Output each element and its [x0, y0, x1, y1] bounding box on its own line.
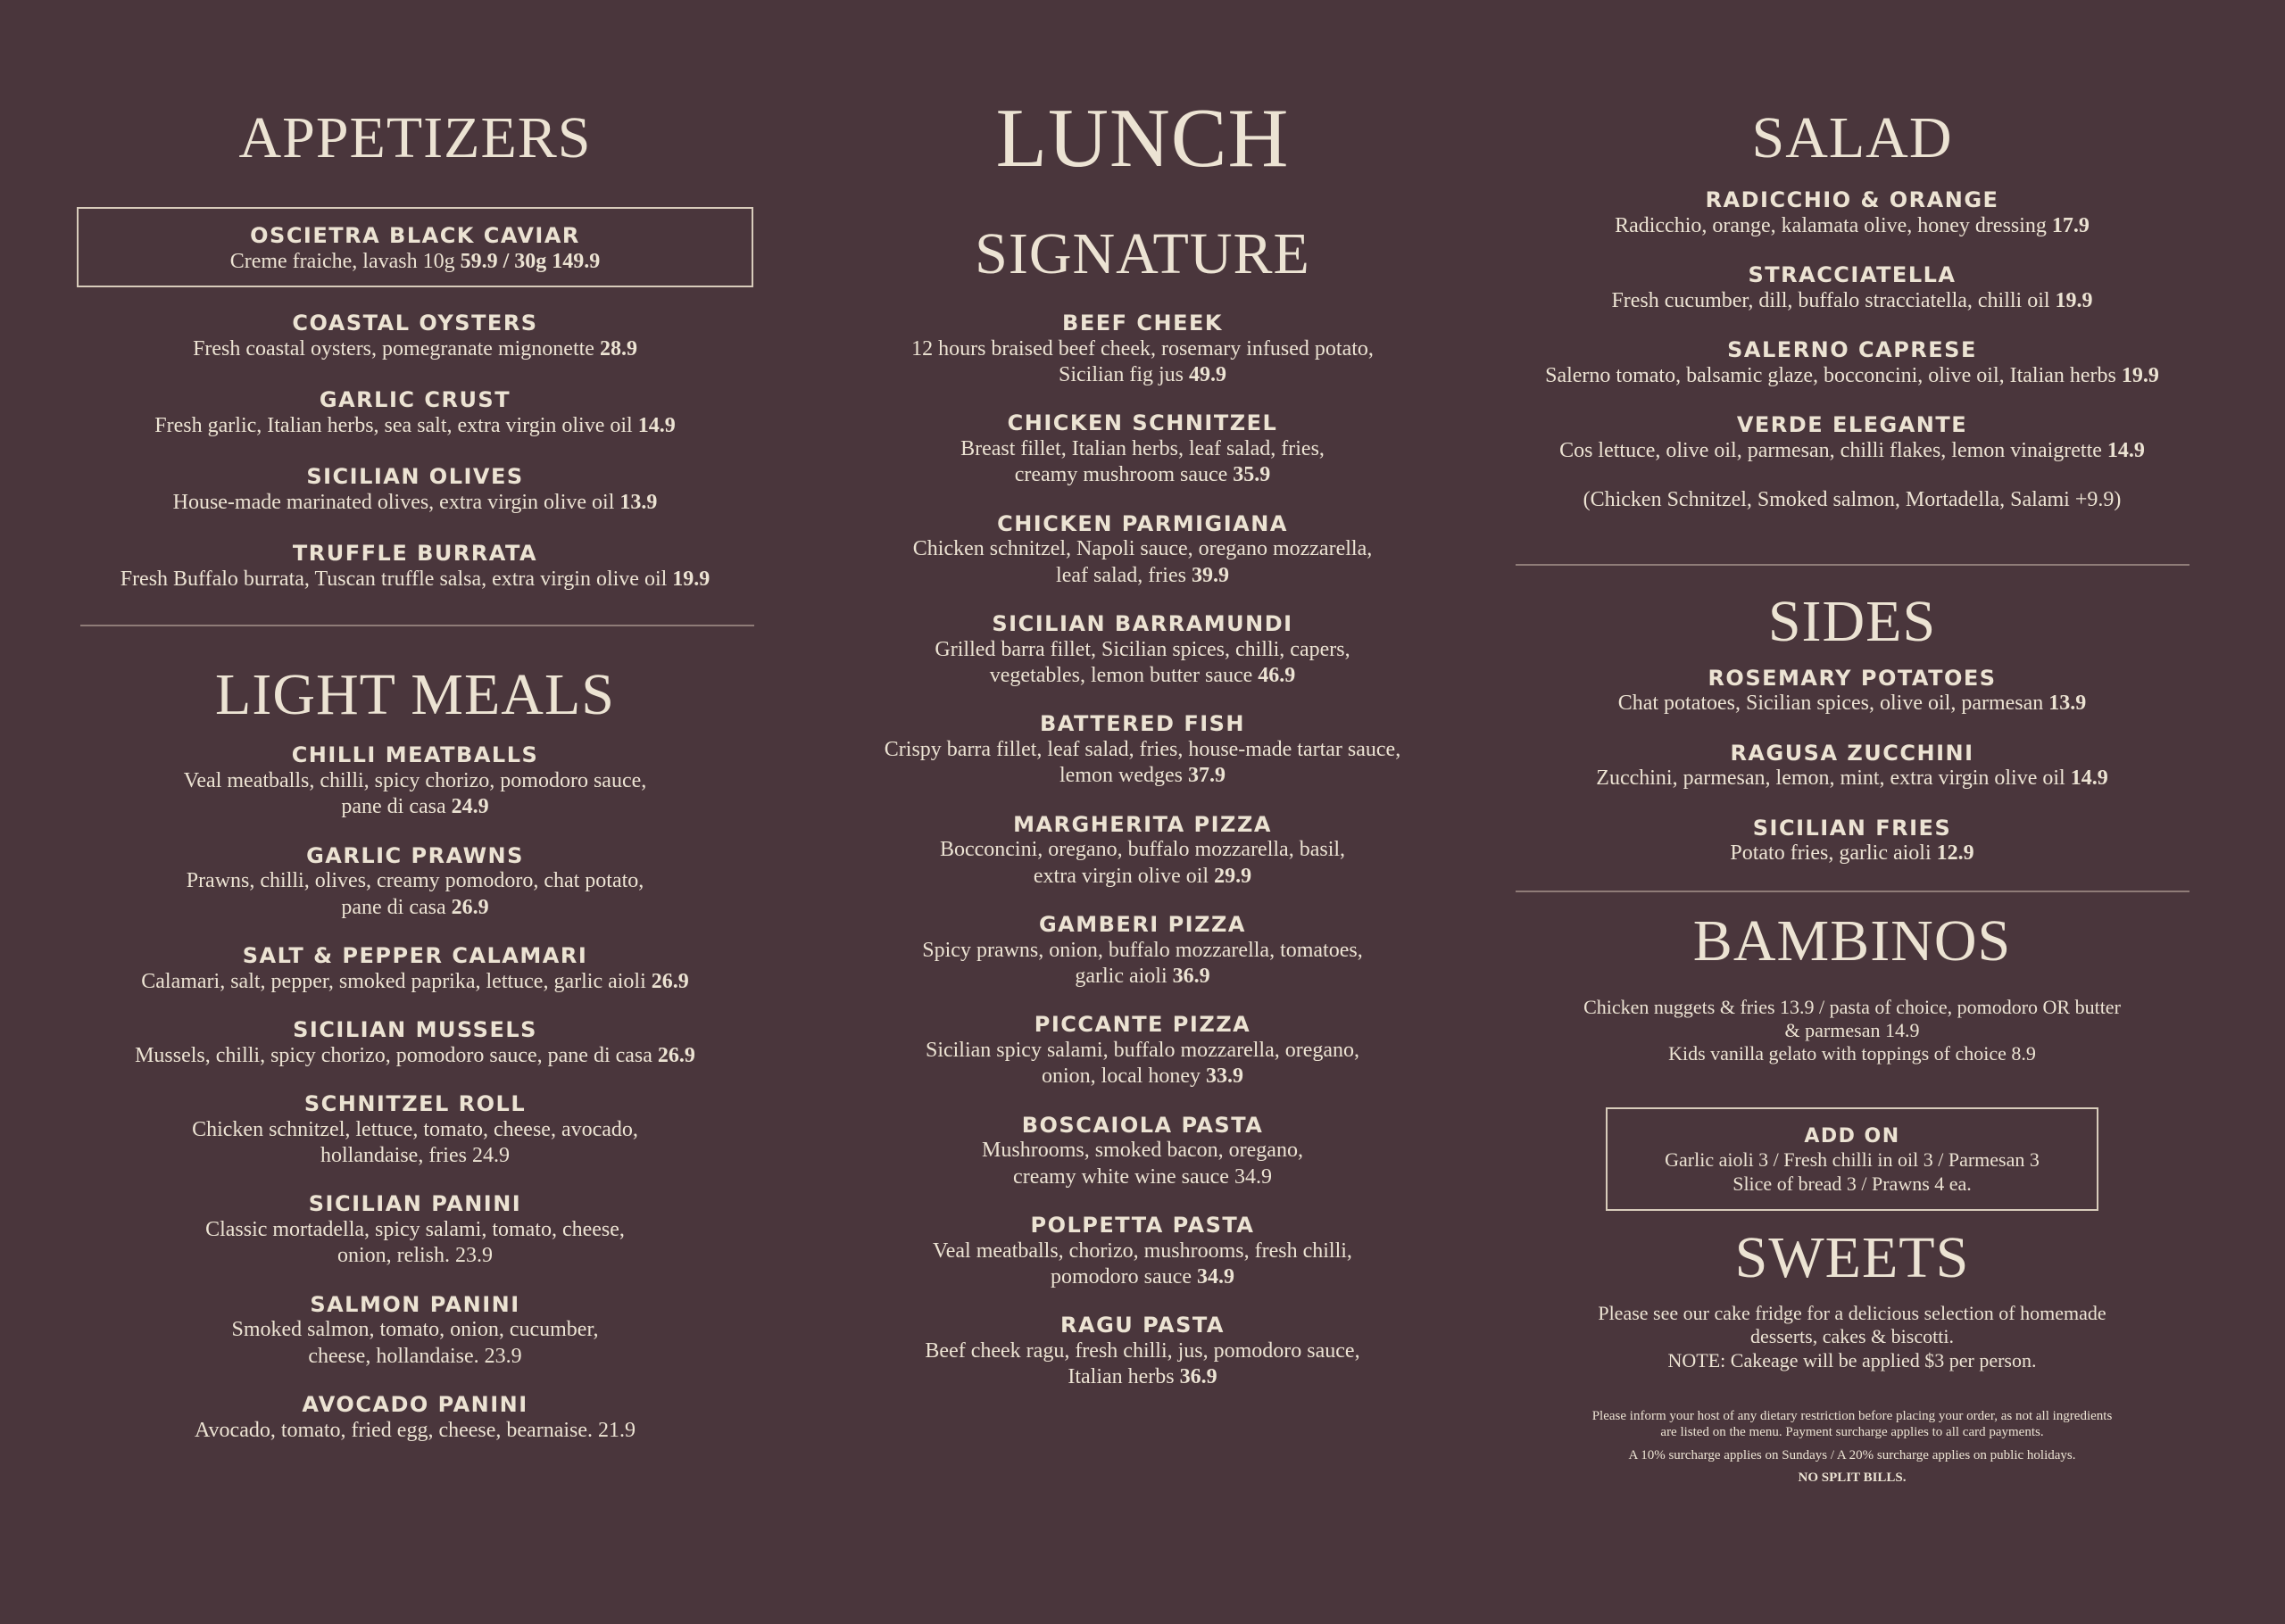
divider	[1516, 564, 2189, 566]
list-item	[71, 843, 759, 921]
item-desc: Bocconcini, oregano, buffalo mozzarella, basil, extra virgin olive oil 29.9	[939, 838, 1346, 888]
item-name: POLPETTA PASTA	[1030, 1212, 1255, 1238]
list-item	[817, 711, 1468, 789]
list-item	[71, 742, 759, 820]
item-name: SICILIAN PANINI	[308, 1191, 522, 1217]
list-item	[1482, 666, 2223, 717]
list-item	[817, 311, 1468, 388]
item-desc: Calamari, salt, pepper, smoked paprika, lettuce, garlic aioli 26.9	[141, 969, 689, 993]
list-item	[1482, 741, 2223, 792]
item-name: GARLIC PRAWNS	[306, 842, 524, 868]
item-name: BEEF CHEEK	[1062, 311, 1223, 336]
footer-notes	[1482, 1408, 2223, 1486]
list-item	[71, 464, 759, 516]
dietary-note: Please inform your host of any dietary restriction before placing your order, as not all ingredients are listed on the menu. Payment surcharge applies to all card payments.	[1591, 1409, 2113, 1440]
item-desc: Salerno tomato, balsamic glaze, bocconcini, olive oil, Italian herbs 19.9	[1545, 363, 2159, 387]
item-name: VERDE ELEGANTE	[1736, 412, 1968, 438]
item-desc: Veal meatballs, chorizo, mushrooms, fresh chilli, pomodoro sauce 34.9	[933, 1239, 1352, 1289]
surcharge-note: A 10% surcharge applies on Sundays / A 20% surcharge applies on public holidays.	[1628, 1448, 2076, 1463]
right-column	[1482, 0, 2223, 1486]
item-desc: Beef cheek ragu, fresh chilli, jus, pomodoro sauce, Italian herbs 36.9	[925, 1339, 1360, 1389]
list-item	[1482, 816, 2223, 867]
item-desc: Mushrooms, smoked bacon, oregano, creamy white wine sauce 34.9	[982, 1139, 1303, 1189]
sides-title: SIDES	[1767, 588, 1937, 654]
item-desc: Classic mortadella, spicy salami, tomato, cheese, onion, relish. 23.9	[205, 1218, 625, 1268]
list-item	[817, 912, 1468, 990]
appetizers-list	[71, 311, 759, 592]
item-name: SICILIAN FRIES	[1752, 815, 1952, 841]
item-name: COASTAL OYSTERS	[292, 311, 538, 336]
item-price: 59.9 / 30g 149.9	[460, 249, 601, 273]
item-name: SICILIAN BARRAMUNDI	[992, 610, 1293, 636]
item-desc: House-made marinated olives, extra virgin olive oil 13.9	[172, 490, 658, 514]
item-desc: Fresh coastal oysters, pomegranate mignonette 28.9	[193, 336, 637, 360]
add-on-box	[1606, 1107, 2098, 1211]
item-name: BOSCAIOLA PASTA	[1021, 1112, 1264, 1138]
salad-title: SALAD	[1751, 105, 1953, 170]
list-item	[1482, 337, 2223, 389]
item-desc: Chat potatoes, Sicilian spices, olive oil, parmesan 13.9	[1617, 692, 2087, 716]
item-name: MARGHERITA PIZZA	[1013, 811, 1272, 837]
item-name: RADICCHIO & ORANGE	[1705, 187, 1999, 212]
featured-caviar-box	[77, 207, 753, 287]
item-name: CHICKEN SCHNITZEL	[1007, 410, 1278, 436]
item-desc: Prawns, chilli, olives, creamy pomodoro, chat potato, pane di casa 26.9	[186, 869, 644, 919]
item-desc: Fresh Buffalo burrata, Tuscan truffle salsa, extra virgin olive oil 19.9	[120, 567, 710, 591]
bambinos-text: Chicken nuggets & fries 13.9 / pasta of choice, pomodoro OR butter & parmesan 14.9 Kids vanilla gelato with toppings of choice 8.9	[1583, 995, 2121, 1065]
item-name: SALT & PEPPER CALAMARI	[242, 942, 588, 968]
split-bills-note: NO SPLIT BILLS.	[1798, 1471, 1907, 1486]
item-desc: Veal meatballs, chilli, spicy chorizo, pomodoro sauce, pane di casa 24.9	[183, 769, 647, 819]
bambinos-title: BAMBINOS	[1692, 907, 2012, 974]
salad-addon-note: (Chicken Schnitzel, Smoked salmon, Mortadella, Salami +9.9)	[1583, 488, 2122, 512]
item-desc: Zucchini, parmesan, lemon, mint, extra virgin olive oil 14.9	[1596, 766, 2108, 791]
item-name: SALERNO CAPRESE	[1727, 337, 1977, 363]
item-desc: 12 hours braised beef cheek, rosemary infused potato, Sicilian fig jus 49.9	[911, 336, 1374, 387]
add-on-title: ADD ON	[1804, 1124, 1900, 1148]
item-desc: Fresh garlic, Italian herbs, sea salt, extra virgin olive oil 14.9	[154, 413, 676, 437]
list-item	[71, 387, 759, 439]
list-item	[71, 1017, 759, 1069]
item-name: SALMON PANINI	[310, 1291, 520, 1317]
list-item	[71, 1191, 759, 1269]
appetizers-title: APPETIZERS	[238, 105, 592, 170]
list-item	[817, 410, 1468, 488]
list-item	[1482, 262, 2223, 314]
light-meals-title: LIGHT MEALS	[215, 662, 615, 728]
item-name: SCHNITZEL ROLL	[303, 1091, 527, 1117]
middle-column	[817, 0, 1468, 1413]
item-name: SICILIAN OLIVES	[306, 464, 524, 490]
item-desc: Smoked salmon, tomato, onion, cucumber, cheese, hollandaise. 23.9	[231, 1318, 599, 1368]
item-name: ROSEMARY POTATOES	[1708, 665, 1997, 691]
left-column	[71, 0, 759, 1466]
sweets-text: Please see our cake fridge for a delicious selection of homemade desserts, cakes & biscotti. NOTE: Cakeage will be applied $3 per person.	[1598, 1301, 2106, 1371]
divider	[1516, 891, 2189, 892]
list-item	[817, 611, 1468, 689]
list-item	[1482, 412, 2223, 464]
sides-list	[1482, 666, 2223, 867]
item-name: AVOCADO PANINI	[302, 1392, 528, 1418]
sweets-title: SWEETS	[1734, 1224, 1970, 1290]
item-desc: Fresh cucumber, dill, buffalo stracciatella, chilli oil 19.9	[1611, 288, 2093, 312]
item-desc: Creme fraiche, lavash 10g 59.9 / 30g 149.9	[229, 249, 601, 273]
item-name: GARLIC CRUST	[319, 387, 511, 413]
item-name: BATTERED FISH	[1039, 711, 1246, 737]
item-name: PICCANTE PIZZA	[1034, 1012, 1251, 1038]
item-desc: Cos lettuce, olive oil, parmesan, chilli flakes, lemon vinaigrette 14.9	[1559, 438, 2145, 462]
item-desc: Breast fillet, Italian herbs, leaf salad, fries, creamy mushroom sauce 35.9	[960, 437, 1325, 487]
item-name: CHILLI MEATBALLS	[291, 742, 539, 768]
item-desc: Crispy barra fillet, leaf salad, fries, house-made tartar sauce, lemon wedges 37.9	[884, 738, 1401, 788]
list-item	[71, 1392, 759, 1444]
item-desc: Chicken schnitzel, Napoli sauce, oregano mozzarella, leaf salad, fries 39.9	[912, 537, 1373, 587]
list-item	[1482, 187, 2223, 239]
item-desc: Grilled barra fillet, Sicilian spices, chilli, capers, vegetables, lemon butter sauce 46.9	[935, 637, 1350, 688]
list-item	[817, 1313, 1468, 1390]
item-name: RAGU PASTA	[1060, 1313, 1225, 1338]
list-item	[817, 1213, 1468, 1290]
list-item	[71, 311, 759, 362]
list-item	[817, 812, 1468, 890]
list-item	[817, 1113, 1468, 1190]
item-desc: Avocado, tomato, fried egg, cheese, bearnaise. 21.9	[194, 1418, 636, 1442]
signature-list	[817, 311, 1468, 1391]
item-name: CHICKEN PARMIGIANA	[997, 510, 1288, 536]
signature-title: SIGNATURE	[975, 221, 1310, 286]
light-meals-list	[71, 742, 759, 1444]
item-name: TRUFFLE BURRATA	[292, 541, 538, 567]
item-desc: Radicchio, orange, kalamata olive, honey dressing 17.9	[1615, 213, 2090, 237]
list-item	[71, 541, 759, 592]
page-title: LUNCH	[995, 92, 1290, 185]
list-item	[71, 943, 759, 995]
item-desc: Chicken schnitzel, lettuce, tomato, cheese, avocado, hollandaise, fries 24.9	[192, 1117, 638, 1168]
item-name: STRACCIATELLA	[1748, 262, 1957, 288]
item-desc: Potato fries, garlic aioli 12.9	[1730, 841, 1974, 866]
item-name: SICILIAN MUSSELS	[293, 1016, 537, 1042]
add-on-text: Garlic aioli 3 / Fresh chilli in oil 3 / Parmesan 3 Slice of bread 3 / Prawns 4 ea.	[1665, 1148, 2040, 1195]
list-item	[817, 511, 1468, 589]
item-name: OSCIETRA BLACK CAVIAR	[250, 223, 580, 248]
list-item	[71, 1292, 759, 1370]
item-desc: Sicilian spicy salami, buffalo mozzarella, oregano, onion, local honey 33.9	[925, 1039, 1360, 1089]
item-desc: Spicy prawns, onion, buffalo mozzarella, tomatoes, garlic aioli 36.9	[922, 938, 1363, 989]
list-item	[71, 1091, 759, 1169]
item-desc: Mussels, chilli, spicy chorizo, pomodoro sauce, pane di casa 26.9	[135, 1043, 695, 1067]
item-name: GAMBERI PIZZA	[1038, 911, 1246, 937]
divider	[80, 625, 754, 626]
item-name: RAGUSA ZUCCHINI	[1730, 740, 1974, 766]
salad-list	[1482, 187, 2223, 514]
list-item	[817, 1012, 1468, 1090]
